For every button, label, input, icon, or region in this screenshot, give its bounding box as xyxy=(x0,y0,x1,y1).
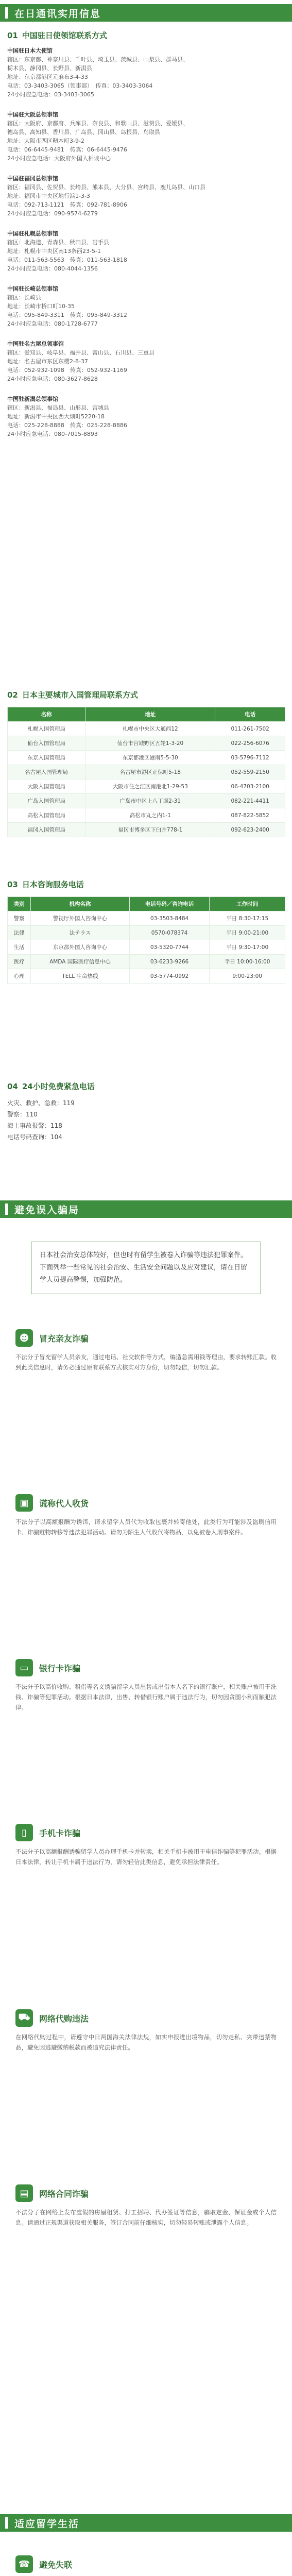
banner-title: 在日通讯实用信息 xyxy=(14,8,101,20)
consulate-line: 地址：福冈市中央区地行浜1-3-3 xyxy=(7,193,90,199)
banner-avoid-scams xyxy=(0,1200,292,1218)
table-cell: 心理 xyxy=(8,969,31,984)
banner-marker xyxy=(5,1204,8,1215)
table-cell: 03-3503-8484 xyxy=(129,911,209,926)
consulate-block xyxy=(7,110,285,163)
table-cell: 札幌入国管理局 xyxy=(8,722,85,736)
consulate-line: 24小时应急电话：080-7015-8893 xyxy=(7,431,98,437)
table-cell: 东京都外国人咨询中心 xyxy=(31,940,130,955)
scam-title-text: 冒充亲友诈骗 xyxy=(39,1333,89,1344)
cart-icon: ⛟ xyxy=(15,2009,33,2027)
scam-title-text: 网络合同诈骗 xyxy=(39,2189,89,2199)
table-cell: 06-4703-2100 xyxy=(215,779,285,794)
table-cell: 名古屋市港区正保町5-18 xyxy=(85,765,215,779)
table-header-cell: 电话号码／咨询电话 xyxy=(129,897,209,911)
scam-title xyxy=(15,2184,277,2202)
table-cell: 03-5796-7112 xyxy=(215,751,285,765)
consulate-line: 辖区：爱知县、岐阜县、福井县、富山县、石川县、三重县 xyxy=(7,349,154,356)
table-cell: 平日 9:30-17:00 xyxy=(210,940,285,955)
table-cell: 平日 8:30-17:15 xyxy=(210,911,285,926)
section-consult-heading xyxy=(7,879,84,890)
consulate-line: 地址：名古屋市东区东樱2-8-37 xyxy=(7,358,88,365)
table-cell: 大阪入国管理局 xyxy=(8,779,85,794)
section-title: 24小时免费紧急电话 xyxy=(22,1082,95,1091)
life-title xyxy=(15,2555,277,2573)
consulate-line: 电话：052-932-1098 传真：052-932-1169 xyxy=(7,367,127,374)
scam-title-text: 网络代购违法 xyxy=(39,2013,89,2024)
laptop-icon: ▤ xyxy=(15,2184,33,2202)
consulate-name: 中国驻日本大使馆 xyxy=(7,47,53,54)
table-row xyxy=(8,823,285,837)
banner-marker xyxy=(5,2517,8,2529)
scam-item xyxy=(15,1329,277,1372)
consulate-name: 中国驻札幌总领事馆 xyxy=(7,230,58,237)
table-cell: 平日 10:00-16:00 xyxy=(210,955,285,969)
consulate-line: 电话：011-563-5563 传真：011-563-1818 xyxy=(7,257,127,263)
consulate-line: 辖区：长崎县 xyxy=(7,294,41,301)
consulate-name: 中国驻新潟总领事馆 xyxy=(7,396,58,402)
section-number: 02 xyxy=(7,690,18,700)
table-cell: 仙台市宫城野区五轮1-3-20 xyxy=(85,736,215,751)
consulate-name: 中国驻福冈总领事馆 xyxy=(7,175,58,182)
table-cell: 广岛市中区上八丁堀2-31 xyxy=(85,794,215,808)
consult-table xyxy=(7,896,285,984)
emergency-list xyxy=(7,1097,75,1143)
scam-title xyxy=(15,1329,277,1347)
life-title-text: 避免失联 xyxy=(39,2560,73,2570)
consulate-block xyxy=(7,229,285,273)
table-row xyxy=(8,808,285,823)
section-title: 日本咨询服务电话 xyxy=(22,880,84,889)
table-cell: 大阪市住之江区南港北1-29-53 xyxy=(85,779,215,794)
consulate-line: 地址：东京都港区元麻布3-4-33 xyxy=(7,74,88,80)
table-cell: 092-623-2400 xyxy=(215,823,285,837)
scam-item xyxy=(15,1659,277,1713)
consulate-line: 24小时应急电话：080-1728-6777 xyxy=(7,320,98,327)
emergency-line: 火灾、救护、急救：119 xyxy=(7,1099,75,1107)
consulate-block xyxy=(7,174,285,218)
table-cell: 0570-078374 xyxy=(129,926,209,940)
scam-title-text: 银行卡诈骗 xyxy=(39,1663,81,1673)
table-cell: 03-5774-0992 xyxy=(129,969,209,984)
table-cell: 052-559-2150 xyxy=(215,765,285,779)
table-header-row xyxy=(8,897,285,911)
table-row xyxy=(8,779,285,794)
table-row xyxy=(8,736,285,751)
consulate-line: 24小时应急电话：090-9574-6279 xyxy=(7,210,98,217)
consulate-line: 电话：095-849-3311 传真：095-849-3312 xyxy=(7,312,127,318)
consulate-line: 辖区：新潟县、福岛县、山形县、宫城县 xyxy=(7,404,109,411)
consulate-list xyxy=(7,46,285,450)
consulate-line: 地址：长崎市桥口町10-35 xyxy=(7,303,75,310)
table-header-cell: 地址 xyxy=(85,707,215,722)
table-header-cell: 机构名称 xyxy=(31,897,130,911)
consulate-line: 德岛县、高知县、香川县、广岛县、冈山县、岛根县、鸟取县 xyxy=(7,129,160,135)
table-cell: 札幌市中央区大通西12 xyxy=(85,722,215,736)
scam-body: 不法分子以高价收购、租借等名义诱骗留学人员出售或出借本人名下的银行账户，相关账户被用于洗钱、诈骗等犯罪活动。根据日本法律，出售、转借银行账户属于违法行为，切勿因贪图小利而触犯法律。 xyxy=(15,1683,277,1711)
scam-title-text: 手机卡诈骗 xyxy=(39,1828,81,1838)
scam-item xyxy=(15,2009,277,2053)
scam-body: 不法分子冒充留学人员亲友，通过电话、社交软件等方式，编造急需用钱等理由，要求转账汇款。收到此类信息时，请务必通过原有联系方式核实对方身份，切勿轻信，切勿汇款。 xyxy=(15,1353,277,1371)
table-cell: 高松市丸之内1-1 xyxy=(85,808,215,823)
table-cell: 生活 xyxy=(8,940,31,955)
table-cell: 9:00-23:00 xyxy=(210,969,285,984)
consulate-line: 栃木县、静冈县、长野县、新潟县 xyxy=(7,65,92,72)
table-row xyxy=(8,940,285,955)
section-title: 中国驻日使领馆联系方式 xyxy=(22,31,107,40)
consulate-line: 24小时应急电话：080-4044-1356 xyxy=(7,265,98,272)
consulate-line: 辖区：东京都、神奈川县、千叶县、埼玉县、茨城县、山梨县、群马县、 xyxy=(7,56,188,63)
consulate-line: 电话：03-3403-3065（领事部） 传真：03-3403-3064 xyxy=(7,82,153,89)
table-row xyxy=(8,955,285,969)
table-cell: 011-261-7502 xyxy=(215,722,285,736)
consulate-block xyxy=(7,284,285,328)
table-row xyxy=(8,765,285,779)
scam-body: 不法分子以高额报酬为诱饵，请求留学人员代为收取包裹并转寄他处，此类行为可能涉及盗刷信用卡、诈骗赃物转移等违法犯罪活动。请勿为陌生人代收代寄物品，以免被卷入刑事案件。 xyxy=(15,1518,277,1536)
table-row xyxy=(8,794,285,808)
phone-icon: ▯ xyxy=(15,1824,33,1841)
table-header-cell: 工作时间 xyxy=(210,897,285,911)
table-cell: 东京入国管理局 xyxy=(8,751,85,765)
table-cell: 03-6233-9266 xyxy=(129,955,209,969)
section-number: 03 xyxy=(7,880,18,889)
table-header-cell: 电话 xyxy=(215,707,285,722)
section-title: 日本主要城市入国管理局联系方式 xyxy=(22,690,138,700)
table-cell: 警察 xyxy=(8,911,31,926)
consulate-block xyxy=(7,395,285,438)
table-cell: 广岛入国管理局 xyxy=(8,794,85,808)
consulate-line: 电话：092-713-1121 传真：092-781-8906 xyxy=(7,201,127,208)
emergency-line: 警察：110 xyxy=(7,1111,38,1118)
consulate-line: 24小时应急电话：03-3403-3065 xyxy=(7,91,94,98)
emergency-line: 海上事故报警：118 xyxy=(7,1122,62,1129)
banner-adapt-life xyxy=(0,2514,292,2532)
table-cell: 福冈市博多区下臼井778-1 xyxy=(85,823,215,837)
card-icon: ▭ xyxy=(15,1659,33,1676)
table-cell: TELL 生命热线 xyxy=(31,969,130,984)
table-cell: 法テラス xyxy=(31,926,130,940)
table-row xyxy=(8,969,285,984)
table-cell: 法律 xyxy=(8,926,31,940)
scam-body: 不法分子以高额报酬诱骗留学人员办理手机卡并转卖，相关手机卡被用于电信诈骗等犯罪活动。根据日本法律，转让手机卡属于违法行为，请勿轻信此类信息，避免承担法律责任。 xyxy=(15,1848,277,1866)
table-cell: 仙台入国管理局 xyxy=(8,736,85,751)
banner-title: 适应留学生活 xyxy=(14,2518,80,2530)
table-row xyxy=(8,722,285,736)
consulate-line: 辖区：北海道、青森县、秋田县、岩手县 xyxy=(7,239,109,246)
contact-icon: ☎ xyxy=(15,2555,33,2573)
scam-body: 在网络代购过程中，请遵守中日两国海关法律法规，如实申报进出境物品，切勿走私、夹带违禁物品，避免因逃避缴纳税款而被追究法律责任。 xyxy=(15,2033,277,2051)
scam-item xyxy=(15,2184,277,2228)
scam-title xyxy=(15,2009,277,2027)
table-row xyxy=(8,911,285,926)
scam-title xyxy=(15,1494,277,1512)
consulate-name: 中国驻长崎总领事馆 xyxy=(7,285,58,292)
table-cell: 名古屋入国管理局 xyxy=(8,765,85,779)
table-cell: AMDA 国际医疗信息中心 xyxy=(31,955,130,969)
section-emergency-heading xyxy=(7,1081,95,1092)
table-cell: 03-5320-7744 xyxy=(129,940,209,955)
consulate-block xyxy=(7,340,285,383)
consulate-line: 地址：札幌市中央区南13条西23-5-1 xyxy=(7,248,101,255)
table-header-cell: 类别 xyxy=(8,897,31,911)
consulate-line: 辖区：大阪府、京都府、兵库县、奈良县、和歌山县、滋贺县、爱媛县、 xyxy=(7,120,188,127)
consulate-line: 24小时应急电话：080-3627-8628 xyxy=(7,376,98,382)
banner-marker xyxy=(5,7,8,19)
section-number: 01 xyxy=(7,31,18,40)
consulate-line: 电话：06-6445-9481 传真：06-6445-9476 xyxy=(7,146,127,153)
consulate-line: 24小时应急电话：大阪府外国人相谈中心 xyxy=(7,155,111,162)
table-row xyxy=(8,751,285,765)
consulate-line: 电话：025-228-8888 传真：025-228-8886 xyxy=(7,422,127,429)
table-cell: 东京都港区港南5-5-30 xyxy=(85,751,215,765)
consulate-line: 辖区：福冈县、佐贺县、长崎县、熊本县、大分县、宫崎县、鹿儿岛县、山口县 xyxy=(7,184,205,191)
mask-icon: ☻ xyxy=(15,1329,33,1347)
banner-title: 避免误入骗局 xyxy=(14,1204,80,1216)
emergency-line: 电话号码查询：104 xyxy=(7,1133,62,1141)
table-cell: 福冈入国管理局 xyxy=(8,823,85,837)
section-consulates-heading xyxy=(7,30,107,41)
scam-title-text: 谎称代人收货 xyxy=(39,1498,89,1509)
scam-item xyxy=(15,1494,277,1537)
scam-item xyxy=(15,1824,277,1867)
banner-useful-info xyxy=(0,4,292,22)
box-icon: ▣ xyxy=(15,1494,33,1512)
table-cell: 022-256-6076 xyxy=(215,736,285,751)
table-header-cell: 名称 xyxy=(8,707,85,722)
section-number: 04 xyxy=(7,1082,18,1091)
scam-intro-box: 日本社会治安总体较好，但也时有留学生被卷入诈骗等违法犯罪案件。下面列举一些常见的社会治安、生活安全问题以及应对建议，请在日留学人员提高警惕，加强防范。 xyxy=(31,1242,261,1294)
table-cell: 警视厅外国人咨询中心 xyxy=(31,911,130,926)
table-row xyxy=(8,926,285,940)
consulate-block xyxy=(7,46,285,99)
immigration-table xyxy=(7,707,285,837)
consulate-line: 地址：新潟市中央区西大畑町5220-18 xyxy=(7,413,105,420)
consulate-line: 地址：大阪市西区靭本町3-9-2 xyxy=(7,138,84,144)
table-cell: 平日 9:00-21:00 xyxy=(210,926,285,940)
scam-body: 不法分子在网络上发布虚假的房屋租赁、打工招聘、代办签证等信息，骗取定金、保证金或个人信息。请通过正规渠道获取相关服务，签订合同前仔细核实，切勿轻易转账或泄露个人信息。 xyxy=(15,2209,277,2226)
life-item xyxy=(15,2555,277,2576)
consulate-name: 中国驻大阪总领事馆 xyxy=(7,111,58,118)
consulate-name: 中国驻名古屋总领事馆 xyxy=(7,341,64,347)
table-header-row xyxy=(8,707,285,722)
scam-title xyxy=(15,1824,277,1841)
table-cell: 高松入国管理局 xyxy=(8,808,85,823)
scam-title xyxy=(15,1659,277,1676)
table-cell: 医疗 xyxy=(8,955,31,969)
table-cell: 087-822-5852 xyxy=(215,808,285,823)
section-immigration-heading xyxy=(7,689,138,700)
table-cell: 082-221-4411 xyxy=(215,794,285,808)
